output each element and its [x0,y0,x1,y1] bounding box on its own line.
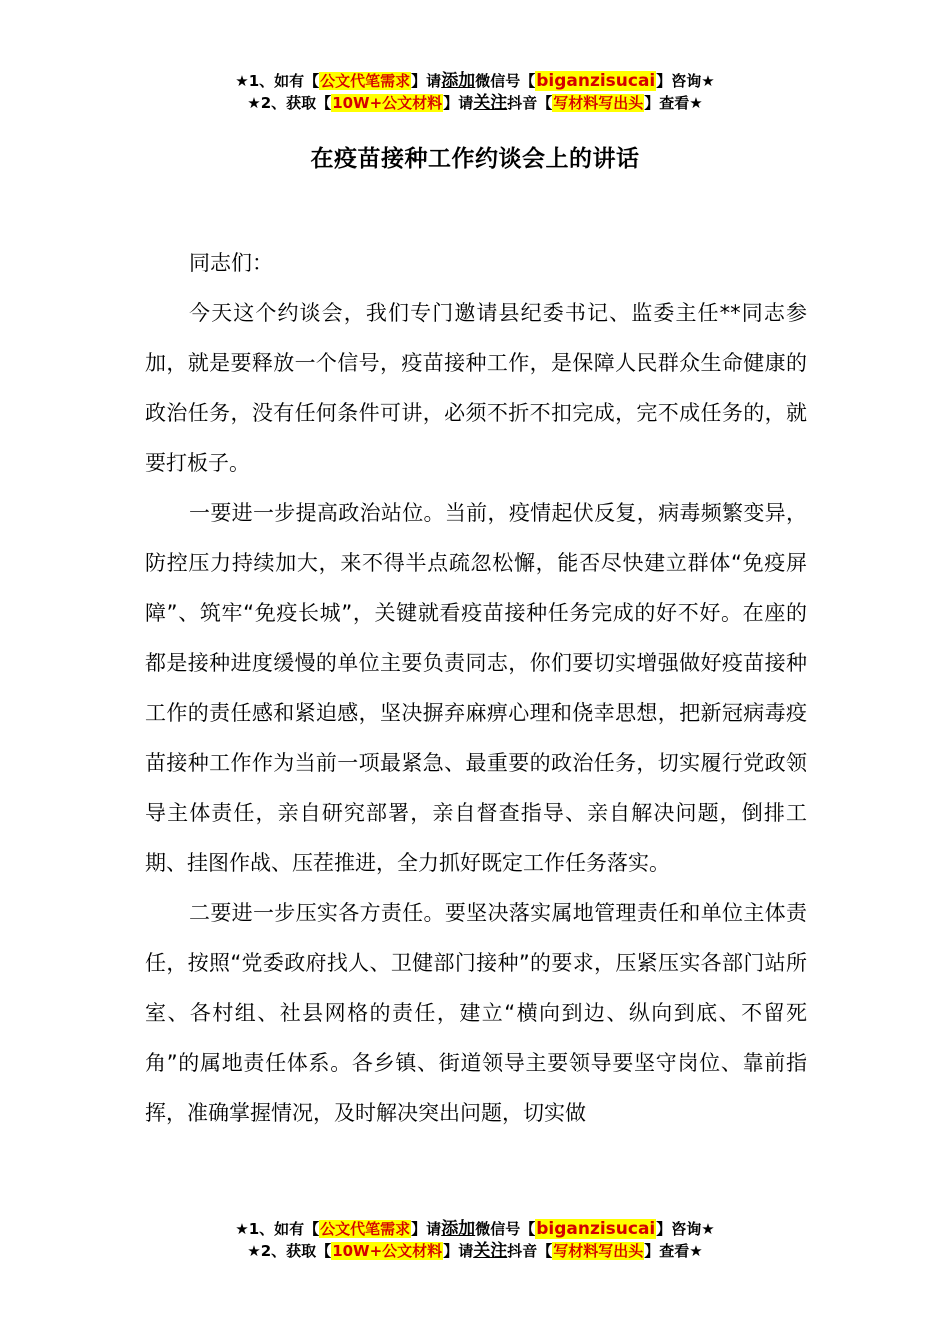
banner-highlight: biganzisucai [536,1219,656,1239]
paragraph: 一要进一步提高政治站位。当前，疫情起伏反复，病毒频繁变异，防控压力持续加大，来不得半点疏忽松懈，能否尽快建立群体“免疫屏障”、筑牢“免疫长城”，关键就看疫苗接种任务完成的好不好。在座的都是接种进度缓慢的单位主要负责同志，你们要切实增强做好疫苗接种工作的责任感和紧迫感，坚决摒弃麻痹心理和侥幸思想，把新冠病毒疫苗接种工作作为当前一项最紧急、最重要的政治任务，切实履行党政领导主体责任，亲自研究部署，亲自督查指导、亲自解决问题，倒排工期、挂图作战、压茬推进，全力抓好既定工作任务落实。 [145,501,807,875]
banner-text: ★1、如有【 [235,1220,320,1238]
banner-text: 】查看★ [644,94,703,112]
banner-text: 】咨询★ [656,1220,715,1238]
banner-line-2 [0,1240,950,1262]
banner-emphasis: 添加 [441,71,476,91]
banner-text: 】咨询★ [656,72,715,90]
banner-text: 抖音【 [507,1242,553,1260]
banner-highlight: 10W+公文材料 [332,94,443,112]
banner-text: 微信号【 [475,1220,536,1238]
footer-banner [0,1218,950,1262]
banner-text: ★1、如有【 [235,72,320,90]
banner-highlight: 写材料写出头 [553,1242,644,1260]
banner-text: 】查看★ [644,1242,703,1260]
document-title: 在疫苗接种工作约谈会上的讲话 [310,146,640,172]
document-body [145,238,807,1138]
banner-text: 】请 [443,1242,474,1260]
banner-highlight: biganzisucai [536,71,656,91]
banner-highlight: 10W+公文材料 [332,1242,443,1260]
banner-highlight: 写材料写出头 [553,94,644,112]
banner-text: 】请 [411,72,442,90]
paragraph: 今天这个约谈会，我们专门邀请县纪委书记、监委主任**同志参加，就是要释放一个信号，疫苗接种工作，是保障人民群众生命健康的政治任务，没有任何条件可讲，必须不折不扣完成，完不成任务的，就要打板子。 [145,301,807,475]
banner-text: 】请 [411,1220,442,1238]
banner-line-1 [0,1218,950,1240]
banner-emphasis: 关注 [473,93,508,113]
banner-line-2 [0,92,950,114]
banner-text: ★2、获取【 [247,94,332,112]
banner-emphasis: 关注 [473,1241,508,1261]
banner-text: 微信号【 [475,72,536,90]
banner-line-1 [0,70,950,92]
banner-emphasis: 添加 [441,1219,476,1239]
salutation: 同志们： [189,251,273,275]
banner-highlight: 公文代笔需求 [320,72,411,90]
paragraph: 二要进一步压实各方责任。要坚决落实属地管理责任和单位主体责任，按照“党委政府找人、卫健部门接种”的要求，压紧压实各部门站所室、各村组、社县网格的责任，建立“横向到边、纵向到底、不留死角”的属地责任体系。各乡镇、街道领导主要领导要坚守岗位、靠前指挥，准确掌握情况，及时解决突出问题，切实做 [145,901,807,1125]
banner-text: 抖音【 [507,94,553,112]
header-banner [0,70,950,114]
banner-text: ★2、获取【 [247,1242,332,1260]
banner-text: 】请 [443,94,474,112]
banner-highlight: 公文代笔需求 [320,1220,411,1238]
